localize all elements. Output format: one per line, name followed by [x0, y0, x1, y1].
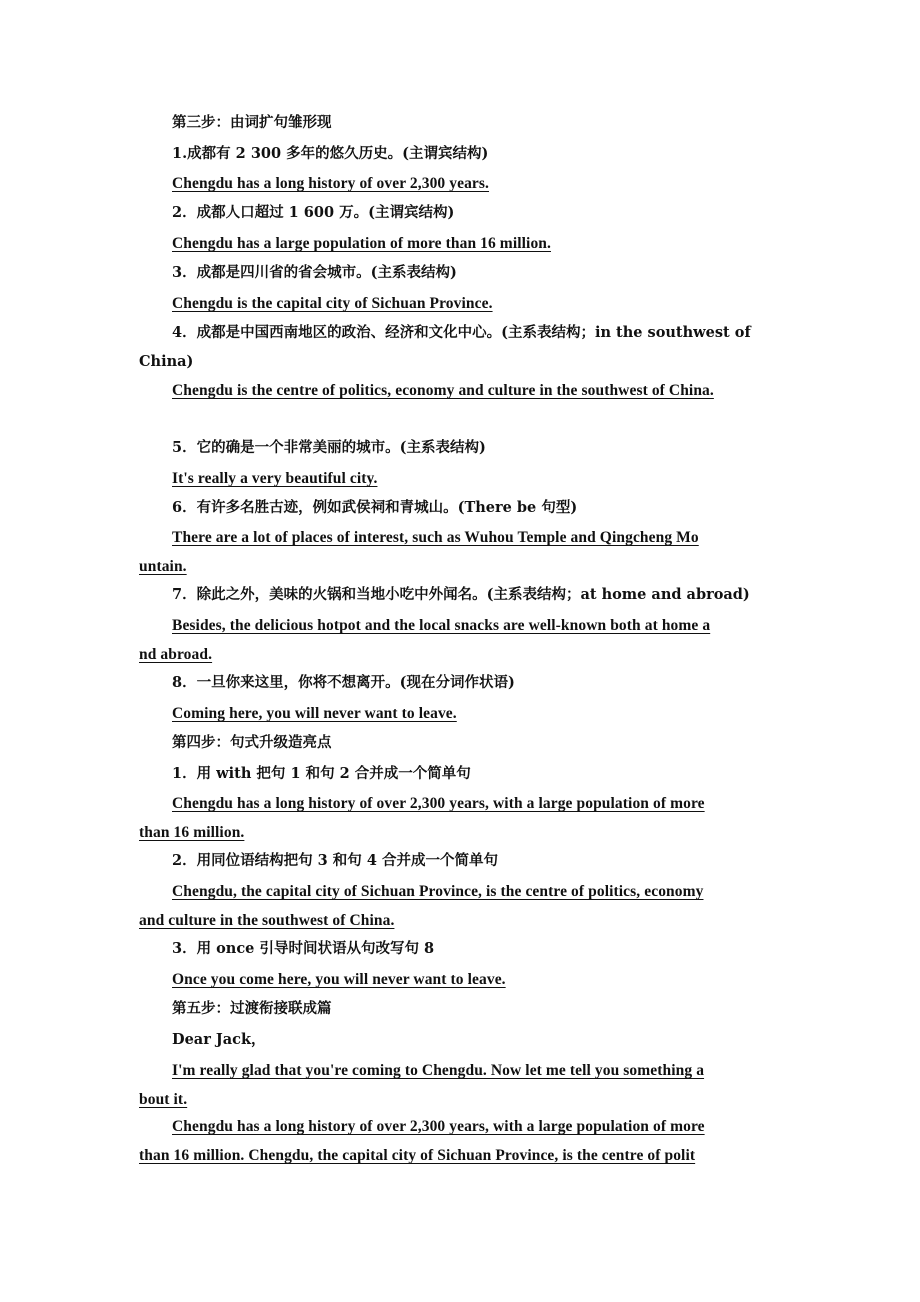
step3-item7-prompt: 7．除此之外，美味的火锅和当地小吃中外闻名。(主系表结构；at home and abroad) [172, 586, 750, 603]
step3-item1-prompt: 1.成都有 2 300 多年的悠久历史。(主谓宾结构) [172, 145, 489, 162]
step4-item3-prompt: 3．用 once 引导时间状语从句改写句 8 [172, 940, 435, 957]
step3-item6-prompt: 6．有许多名胜古迹，例如武侯祠和青城山。(There be 句型) [172, 499, 578, 516]
step3-item4-prompt: 4．成都是中国西南地区的政治、经济和文化中心。(主系表结构；in the southwest of [172, 324, 751, 341]
letter-salutation: Dear Jack， [172, 1031, 266, 1048]
letter-para1-cont: bout it. [139, 1091, 188, 1108]
step4-item1-prompt: 1．用 with 把句 1 和句 2 合并成一个简单句 [172, 765, 471, 782]
step3-item5-prompt: 5．它的确是一个非常美丽的城市。(主系表结构) [172, 439, 486, 456]
step3-item4-answer: Chengdu is the centre of politics, economy and culture in the southwest of China. [172, 382, 714, 399]
step3-item5-answer: It's really a very beautiful city. [172, 470, 378, 487]
step3-item2-prompt: 2．成都人口超过 1 600 万。(主谓宾结构) [172, 204, 455, 221]
step3-item3-prompt: 3．成都是四川省的省会城市。(主系表结构) [172, 264, 457, 281]
step3-item7-answer-cont: nd abroad. [139, 646, 213, 663]
step3-item3-answer: Chengdu is the capital city of Sichuan Province. [172, 295, 493, 312]
step3-item6-answer-cont: untain. [139, 558, 187, 575]
step3-item1-answer: Chengdu has a long history of over 2,300 years. [172, 175, 490, 192]
step3-item7-answer: Besides, the delicious hotpot and the local snacks are well-known both at home a [172, 617, 711, 634]
letter-para2-cont: than 16 million. Chengdu, the capital city of Sichuan Province, is the centre of polit [139, 1147, 696, 1164]
step5-heading: 第五步：过渡衔接联成篇 [172, 1000, 332, 1017]
letter-para1: I'm really glad that you're coming to Chengdu. Now let me tell you something a [172, 1062, 705, 1079]
step3-item4-prompt-cont: China) [139, 353, 194, 370]
step3-item2-answer: Chengdu has a large population of more than 16 million. [172, 235, 551, 252]
step4-item1-answer-cont: than 16 million. [139, 824, 245, 841]
letter-para2: Chengdu has a long history of over 2,300 years, with a large population of more [172, 1118, 705, 1135]
step3-item8-answer: Coming here, you will never want to leave. [172, 705, 457, 722]
step3-heading: 第三步：由词扩句雏形现 [172, 114, 332, 131]
step4-item2-answer-cont: and culture in the southwest of China. [139, 912, 395, 929]
step4-item3-answer: Once you come here, you will never want to leave. [172, 971, 506, 988]
step4-item2-answer: Chengdu, the capital city of Sichuan Province, is the centre of politics, economy [172, 883, 704, 900]
step4-item2-prompt: 2．用同位语结构把句 3 和句 4 合并成一个简单句 [172, 852, 498, 869]
step3-item6-answer: There are a lot of places of interest, such as Wuhou Temple and Qingcheng Mo [172, 529, 699, 546]
step3-item8-prompt: 8．一旦你来这里，你将不想离开。(现在分词作状语) [172, 674, 515, 691]
step4-item1-answer: Chengdu has a long history of over 2,300 years, with a large population of more [172, 795, 705, 812]
step4-heading: 第四步：句式升级造亮点 [172, 734, 332, 751]
